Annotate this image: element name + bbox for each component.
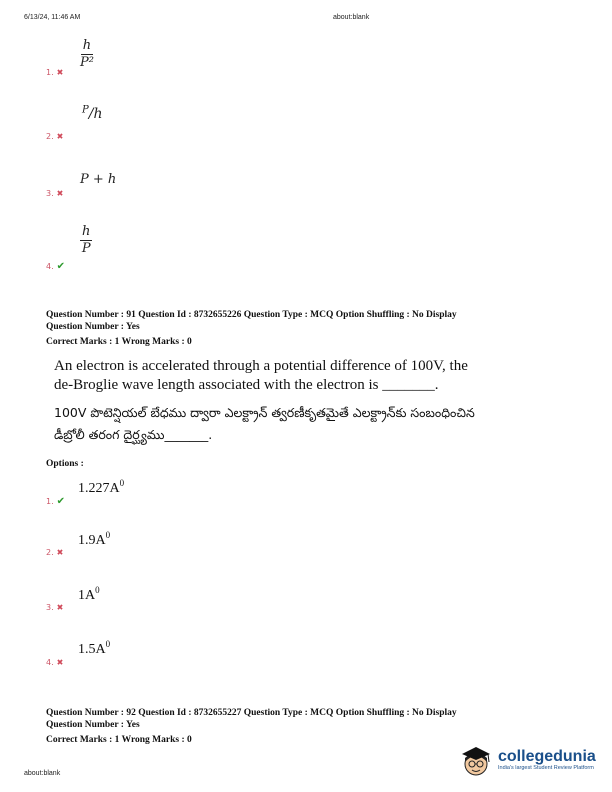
logo-tagline: India's largest Student Review Platform [498, 765, 594, 771]
denominator: P [81, 240, 91, 256]
q91-text-te-line-1: 100V పొటెన్షియల్ బేధము ద్వారా ఎలక్ట్రాన్ త్వరణీకృతమైతే ఎలక్ట్రాన్‌కు సంబంధించిన [54, 405, 475, 420]
option-number: 2. [46, 132, 54, 141]
q91-meta-line-2: Question Number : Yes [46, 322, 140, 332]
prev-option-2-formula: $^P$/h [82, 104, 103, 122]
prev-option-4-formula [80, 224, 92, 255]
prev-option-1 [46, 68, 63, 77]
option-number: 3. [46, 189, 54, 198]
option-number: 1. [46, 497, 54, 506]
options-label: Options : [46, 459, 84, 469]
q91-question-text-en [54, 357, 468, 395]
q92-meta-line-3: Correct Marks : 1 Wrong Marks : 0 [46, 735, 192, 745]
wrong-mark-icon: ✖ [56, 658, 64, 667]
option-number: 1. [46, 68, 54, 77]
q92-meta-line-1: Question Number : 92 Question Id : 8732655227 Question Type : MCQ Option Shuffling : No Display [46, 708, 457, 718]
q91-option-1 [46, 496, 65, 507]
numerator: h [82, 224, 91, 239]
q91-option-3 [46, 603, 63, 612]
q91-option-4-value [78, 639, 110, 658]
logo-name: collegedunia [498, 748, 596, 765]
value-text: 1.227A [78, 481, 120, 496]
q91-text-line-2: de-Broglie wave length associated with the electron is _______. [54, 377, 439, 393]
option-number: 4. [46, 262, 54, 271]
option-number: 4. [46, 658, 54, 667]
prev-option-3-formula: P + h [80, 172, 117, 187]
value-text: 1.9A [78, 533, 106, 548]
option-number: 2. [46, 548, 54, 557]
wrong-mark-icon: ✖ [56, 132, 64, 141]
wrong-mark-icon: ✖ [56, 68, 64, 77]
q91-meta-line-1: Question Number : 91 Question Id : 8732655226 Question Type : MCQ Option Shuffling : No Display [46, 310, 457, 320]
q91-option-3-value [78, 585, 100, 604]
value-superscript: 0 [105, 639, 111, 649]
value-text: 1.5A [78, 642, 106, 657]
q92-meta-line-2: Question Number : Yes [46, 720, 140, 730]
q91-question-text-te [54, 402, 475, 446]
print-datetime: 6/13/24, 11:46 AM [24, 14, 81, 21]
wrong-mark-icon: ✖ [56, 189, 64, 198]
value-superscript: 0 [119, 478, 125, 488]
denominator: h [93, 105, 103, 122]
collegedunia-logo [458, 742, 596, 778]
numerator: P [82, 104, 89, 115]
correct-check-icon: ✔ [56, 261, 66, 272]
q91-text-te-line-2: డీబ్రోలీ తరంగ దైర్ఘ్యము_______. [54, 427, 213, 442]
fraction [80, 225, 92, 255]
value-text: 1A [78, 588, 96, 603]
q91-option-2 [46, 548, 63, 557]
prev-option-1-formula [80, 38, 94, 69]
q91-option-4 [46, 658, 63, 667]
q92-meta [46, 707, 457, 746]
fraction [80, 39, 94, 69]
q91-option-1-value [78, 478, 124, 497]
wrong-mark-icon: ✖ [56, 603, 64, 612]
graduate-mascot-icon [458, 742, 494, 778]
q91-option-2-value [78, 530, 110, 549]
print-footer-url: about:blank [24, 770, 61, 777]
q91-meta-line-3: Correct Marks : 1 Wrong Marks : 0 [46, 337, 192, 347]
q91-text-line-1: An electron is accelerated through a potential difference of 100V, the [54, 358, 468, 374]
prev-option-2 [46, 132, 63, 141]
wrong-mark-icon: ✖ [56, 548, 64, 557]
value-superscript: 0 [105, 530, 111, 540]
numerator: h [82, 38, 92, 53]
q91-meta [46, 309, 457, 348]
print-page-title: about:blank [333, 14, 370, 21]
correct-check-icon: ✔ [56, 496, 66, 507]
prev-option-4 [46, 261, 65, 272]
prev-option-3 [46, 189, 63, 198]
value-superscript: 0 [95, 585, 100, 595]
option-number: 3. [46, 603, 54, 612]
denominator: P² [80, 54, 94, 70]
